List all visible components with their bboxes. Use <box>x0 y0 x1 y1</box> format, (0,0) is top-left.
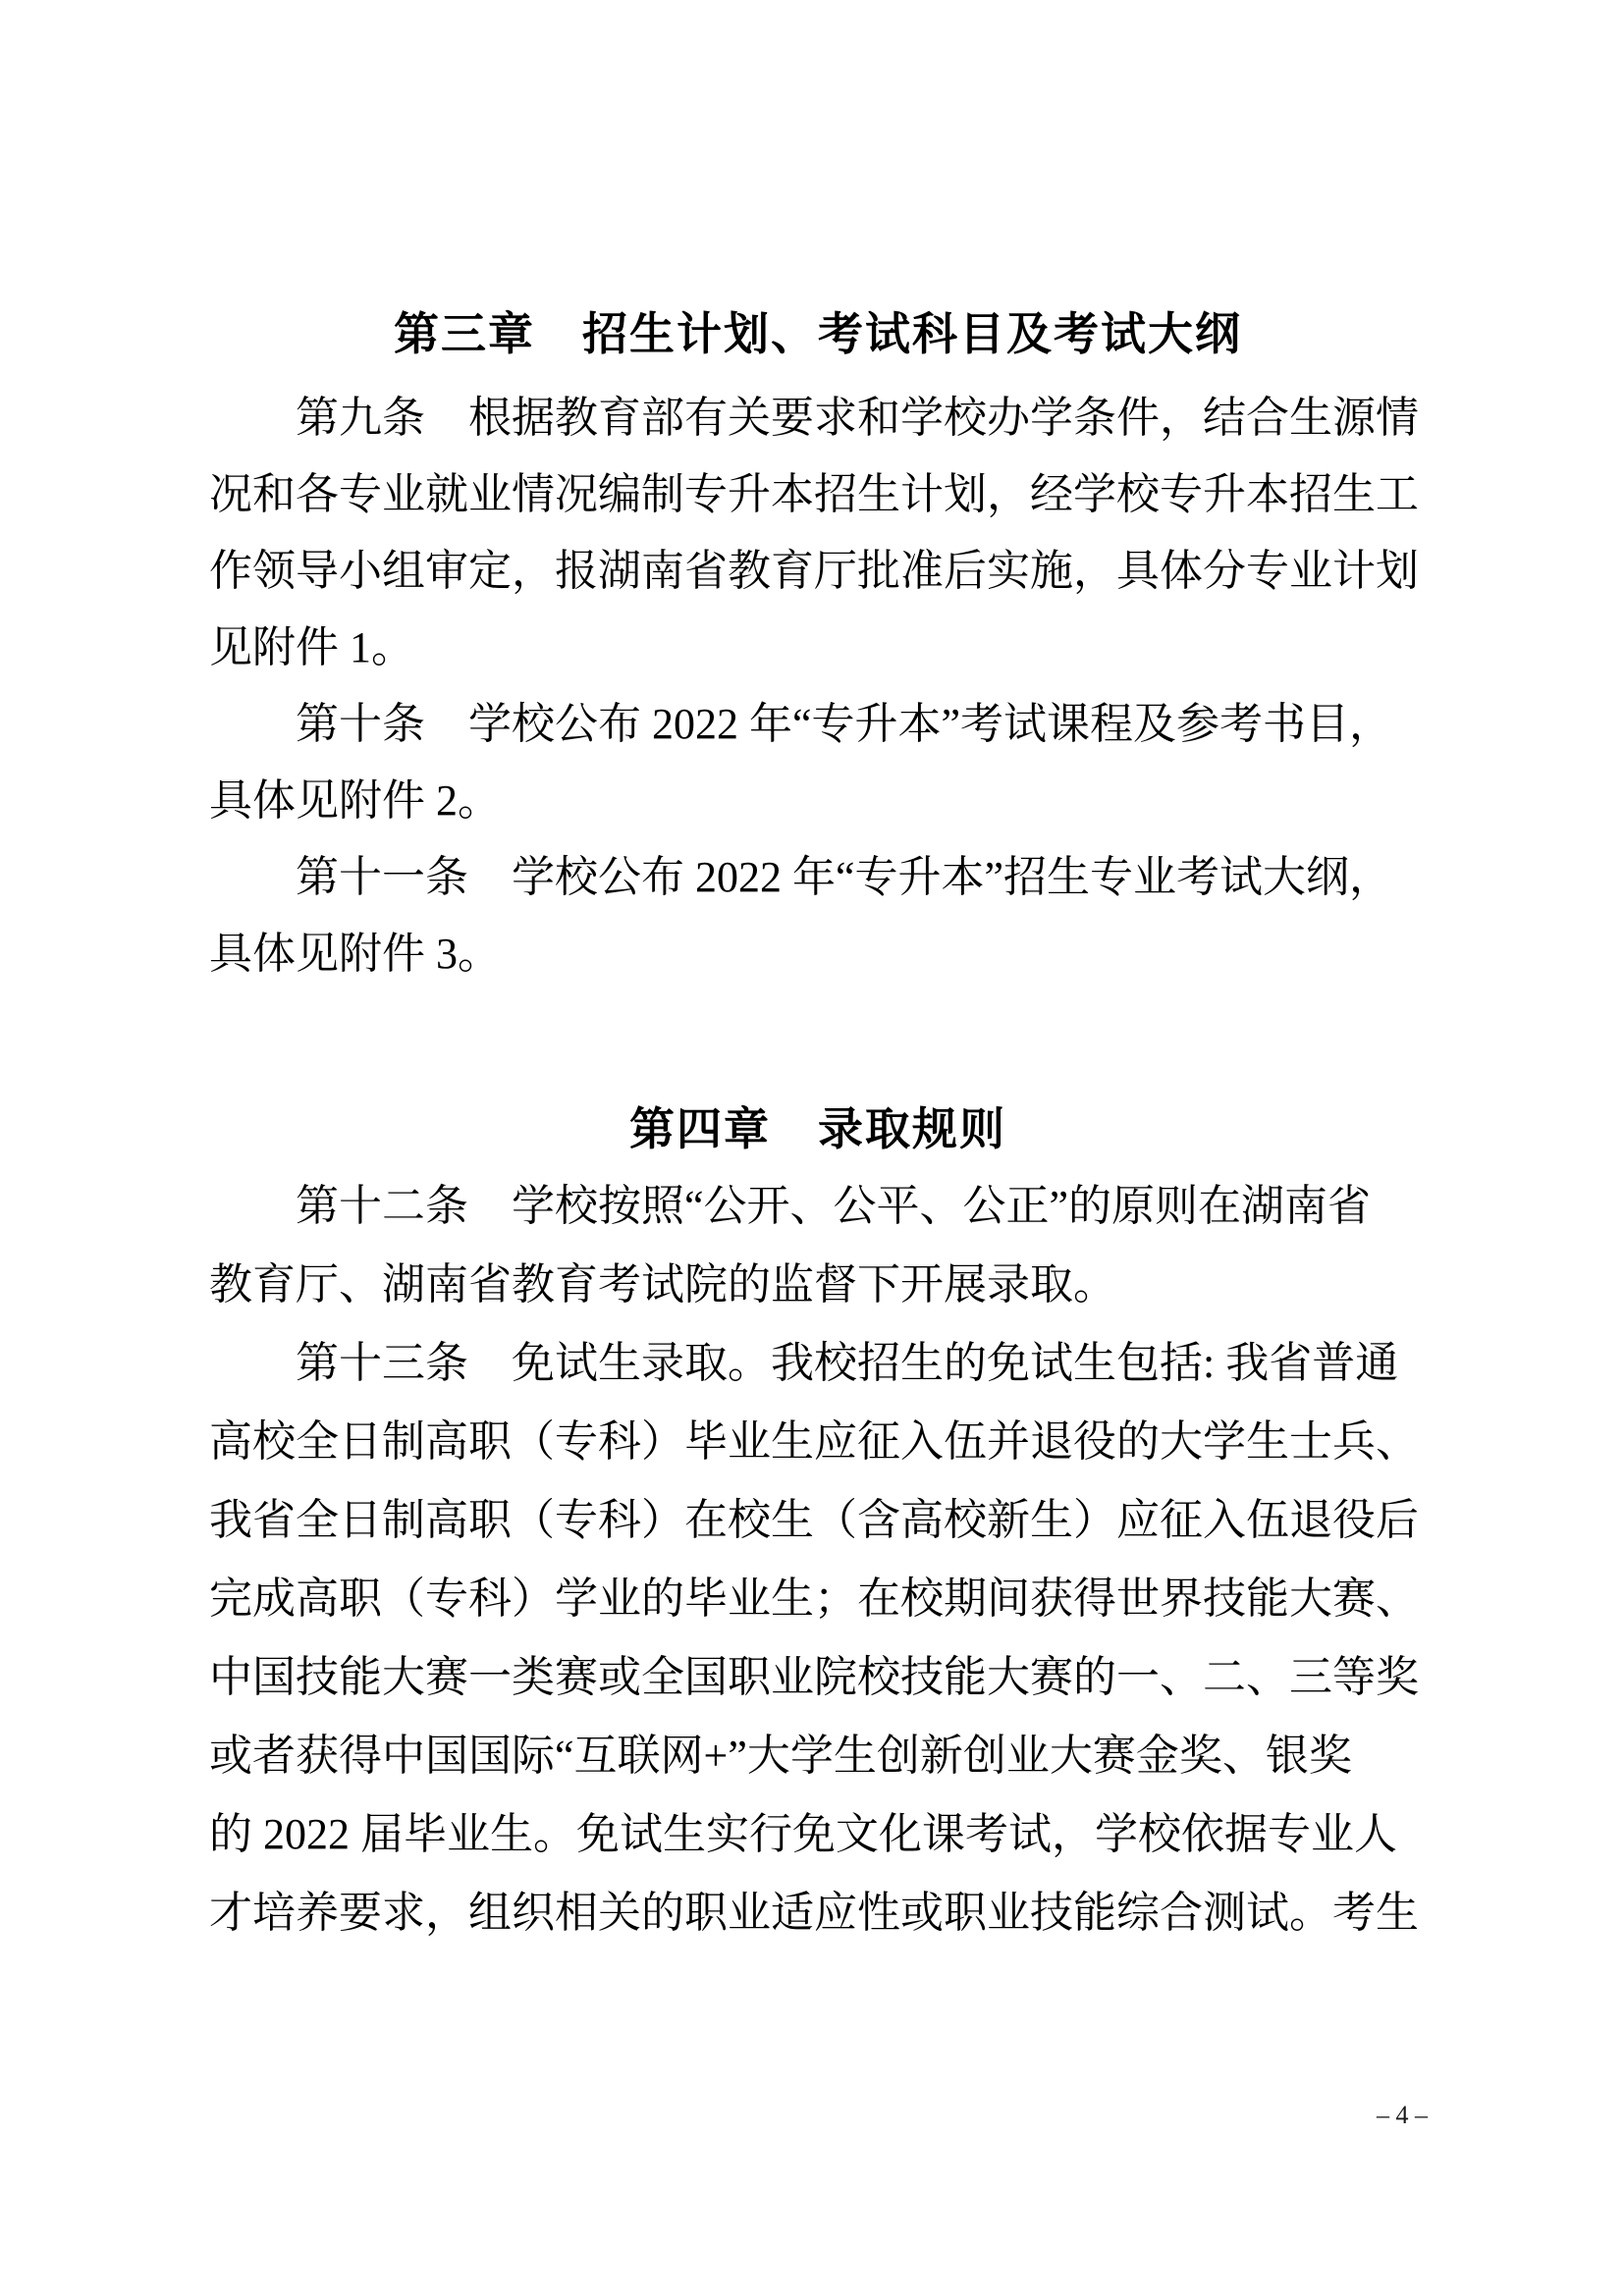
body-line: 的 2022 届毕业生。免试生实行免文化课考试，学校依据专业人 <box>209 1810 1397 1858</box>
page-number: – 4 – <box>1377 2101 1428 2129</box>
body-line: 具体见附件 2。 <box>209 776 501 825</box>
body-line: 第十一条 学校公布 2022 年“专升本”招生专业考试大纲， <box>296 853 1393 901</box>
body-line: 高校全日制高职（专科）毕业生应征入伍并退役的大学生士兵、 <box>209 1417 1419 1466</box>
body-line: 才培养要求，组织相关的职业适应性或职业技能综合测试。考生 <box>209 1889 1419 1937</box>
body-line: 我省全日制高职（专科）在校生（含高校新生）应征入伍退役后 <box>209 1496 1419 1544</box>
chapter-4-body <box>209 1167 1427 1952</box>
body-line: 第十三条 免试生录取。我校招生的免试生包括: 我省普通 <box>296 1339 1399 1387</box>
document-content <box>209 295 1427 1952</box>
body-line: 完成高职（专科）学业的毕业生；在校期间获得世界技能大赛、 <box>209 1575 1419 1623</box>
body-line: 教育厅、湖南省教育考试院的监督下开展录取。 <box>209 1260 1116 1308</box>
chapter-4-heading: 第四章 录取规则 <box>629 1103 1006 1154</box>
body-line: 中国技能大赛一类赛或全国职业院校技能大赛的一、二、三等奖 <box>209 1653 1419 1701</box>
body-line: 或者获得中国国际“互联网+”大学生创新创业大赛金奖、银奖 <box>209 1732 1352 1780</box>
body-line: 第十二条 学校按照“公开、公平、公正”的原则在湖南省 <box>296 1182 1372 1230</box>
body-line: 具体见附件 3。 <box>209 930 501 978</box>
body-line: 第十条 学校公布 2022 年“专升本”考试课程及参考书目， <box>296 700 1393 748</box>
chapter-3-body <box>209 380 1427 992</box>
body-line: 作领导小组审定，报湖南省教育厅批准后实施，具体分专业计划 <box>209 547 1419 595</box>
chapter-3-heading: 第三章 招生计划、考试科目及考试大纲 <box>394 308 1242 359</box>
body-line: 况和各专业就业情况编制专升本招生计划，经学校专升本招生工 <box>209 470 1419 518</box>
body-line: 见附件 1。 <box>209 623 414 671</box>
body-line: 第九条 根据教育部有关要求和学校办学条件，结合生源情 <box>296 394 1419 442</box>
